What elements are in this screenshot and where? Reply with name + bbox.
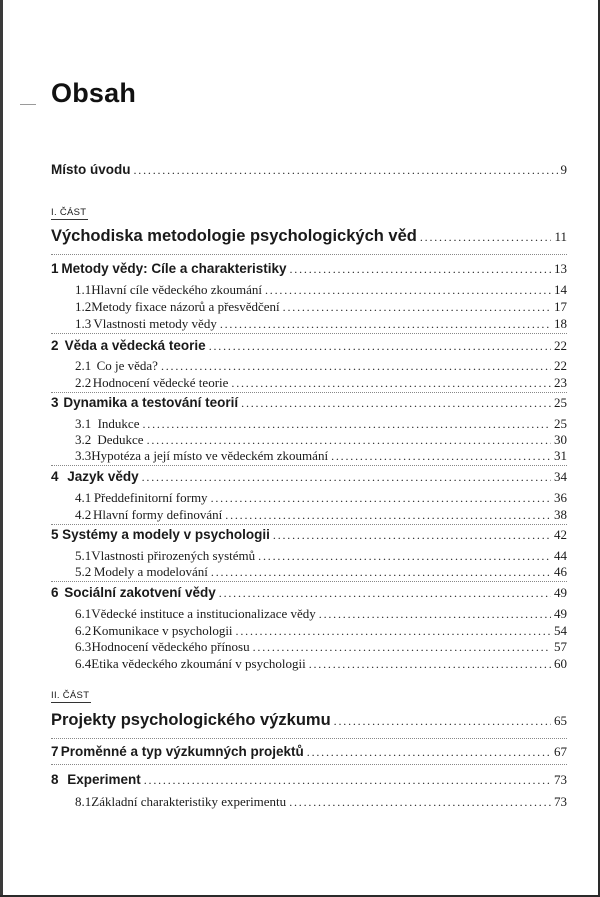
part-page: 11 xyxy=(554,229,567,244)
section-number: 8.1 xyxy=(75,794,92,809)
leader-dots xyxy=(231,376,551,391)
separator xyxy=(51,333,567,334)
section-page: 18 xyxy=(554,316,567,331)
leader-dots xyxy=(253,640,551,655)
chapter-number: 8 xyxy=(51,772,59,787)
leader-dots xyxy=(211,565,551,580)
section-page: 44 xyxy=(554,548,567,563)
toc-entry-page: 9 xyxy=(560,162,567,177)
section-number: 2.1 xyxy=(75,358,92,373)
toc-section[interactable] xyxy=(75,639,567,655)
section-title: Vědecké instituce a institucionalizace vědy xyxy=(91,606,316,621)
toc-entry-label: Místo úvodu xyxy=(51,162,131,177)
leader-dots xyxy=(147,433,551,448)
chapter-title: Proměnné a typ výzkumných projektů xyxy=(60,744,304,759)
section-title: Indukce xyxy=(97,416,140,431)
toc-chapter[interactable] xyxy=(51,395,567,411)
chapter-title: Sociální zakotvení vědy xyxy=(64,585,216,600)
part-label: I. ČÁST xyxy=(51,207,87,218)
scan-mark xyxy=(20,104,36,105)
toc-section[interactable] xyxy=(75,358,567,374)
section-number: 6.4 xyxy=(75,656,92,671)
section-number: 1.2 xyxy=(75,299,92,314)
leader-dots xyxy=(319,607,551,622)
part-label: II. ČÁST xyxy=(51,690,90,701)
section-number: 1.1 xyxy=(75,282,92,297)
chapter-number: 3 xyxy=(51,395,59,410)
page-title: Obsah xyxy=(51,78,137,108)
section-number: 5.2 xyxy=(75,564,92,579)
section-page: 36 xyxy=(554,490,567,505)
leader-dots xyxy=(142,417,551,432)
chapter-page: 22 xyxy=(554,338,567,353)
chapter-title: Metody vědy: Cíle a charakteristiky xyxy=(61,261,287,276)
chapter-number: 4 xyxy=(51,469,59,484)
toc-section[interactable] xyxy=(75,375,567,391)
leader-dots xyxy=(209,339,551,354)
section-number: 6.3 xyxy=(75,639,92,654)
leader-dots xyxy=(420,230,552,245)
separator xyxy=(51,254,567,255)
section-title: Co je věda? xyxy=(96,358,158,373)
leader-dots xyxy=(309,657,551,672)
leader-dots xyxy=(258,549,551,564)
toc-section[interactable] xyxy=(75,299,567,315)
chapter-page: 13 xyxy=(554,261,567,276)
section-number: 3.2 xyxy=(75,432,92,447)
chapter-title: Věda a vědecká teorie xyxy=(64,338,206,353)
toc-section[interactable] xyxy=(75,282,567,298)
toc-chapter[interactable] xyxy=(51,338,567,354)
chapter-title: Jazyk vědy xyxy=(67,469,139,484)
section-number: 6.1 xyxy=(75,606,92,621)
toc-section[interactable] xyxy=(75,490,567,506)
leader-dots xyxy=(241,396,551,411)
section-number: 6.2 xyxy=(75,623,92,638)
toc-chapter[interactable] xyxy=(51,261,567,277)
toc-section[interactable] xyxy=(75,606,567,622)
toc-part-title[interactable] xyxy=(51,711,567,730)
toc-entry-intro[interactable] xyxy=(51,162,567,178)
section-page: 30 xyxy=(554,432,567,447)
section-number: 5.1 xyxy=(75,548,92,563)
section-page: 49 xyxy=(554,606,567,621)
leader-dots xyxy=(283,300,551,315)
toc-section[interactable] xyxy=(75,564,567,580)
chapter-page: 42 xyxy=(554,527,567,542)
toc-section[interactable] xyxy=(75,416,567,432)
chapter-page: 34 xyxy=(554,469,567,484)
leader-dots xyxy=(265,283,551,298)
leader-dots xyxy=(331,449,551,464)
section-page: 14 xyxy=(554,282,567,297)
section-title: Hlavní cíle vědeckého zkoumání xyxy=(91,282,262,297)
section-number: 2.2 xyxy=(75,375,92,390)
toc-chapter[interactable] xyxy=(51,772,567,788)
leader-dots xyxy=(161,359,551,374)
section-title: Hlavní formy definování xyxy=(93,507,223,522)
toc-chapter[interactable] xyxy=(51,744,567,760)
section-title: Vlastnosti metody vědy xyxy=(93,316,217,331)
section-page: 46 xyxy=(554,564,567,579)
section-number: 3.1 xyxy=(75,416,92,431)
chapter-number: 1 xyxy=(51,261,59,276)
chapter-number: 5 xyxy=(51,527,59,542)
section-page: 73 xyxy=(554,794,567,809)
separator xyxy=(51,465,567,466)
section-title: Hodnocení vědecké teorie xyxy=(92,375,229,390)
section-title: Hodnocení vědeckého přínosu xyxy=(91,639,250,654)
leader-dots xyxy=(144,773,551,788)
chapter-number: 2 xyxy=(51,338,59,353)
part-page: 65 xyxy=(554,713,567,728)
section-title: Základní charakteristiky experimentu xyxy=(91,794,287,809)
separator xyxy=(51,581,567,582)
section-page: 25 xyxy=(554,416,567,431)
section-page: 22 xyxy=(554,358,567,373)
section-title: Předdefinitorní formy xyxy=(93,490,208,505)
part-title: Východiska metodologie psychologických věd xyxy=(51,227,417,245)
leader-dots xyxy=(219,586,551,601)
toc-chapter[interactable] xyxy=(51,527,567,543)
leader-dots xyxy=(220,317,551,332)
leader-dots xyxy=(307,745,551,760)
chapter-title: Systémy a modely v psychologii xyxy=(62,527,270,542)
leader-dots xyxy=(289,795,551,810)
section-page: 31 xyxy=(554,448,567,463)
toc-section[interactable] xyxy=(75,548,567,564)
chapter-page: 25 xyxy=(554,395,567,410)
section-title: Etika vědeckého zkoumání v psychologii xyxy=(91,656,306,671)
toc-part-title[interactable] xyxy=(51,227,567,246)
toc-section[interactable] xyxy=(75,623,567,639)
chapter-page: 67 xyxy=(553,744,567,759)
section-number: 3.3 xyxy=(75,448,92,463)
chapter-page: 49 xyxy=(554,585,567,600)
leader-dots xyxy=(290,262,552,277)
separator xyxy=(51,738,567,739)
chapter-number: 6 xyxy=(51,585,59,600)
toc-section[interactable] xyxy=(75,507,567,523)
section-number: 1.3 xyxy=(75,316,92,331)
leader-dots xyxy=(225,508,551,523)
separator xyxy=(51,524,567,525)
section-page: 54 xyxy=(554,623,567,638)
leader-dots xyxy=(236,624,551,639)
section-page: 23 xyxy=(554,375,567,390)
chapter-number: 7 xyxy=(51,744,59,759)
section-title: Hypotéza a její místo ve vědeckém zkoumání xyxy=(91,448,329,463)
page-left-edge xyxy=(0,0,3,897)
separator xyxy=(51,392,567,393)
section-title: Komunikace v psychologii xyxy=(92,623,233,638)
section-title: Dedukce xyxy=(97,432,144,447)
section-page: 60 xyxy=(554,656,567,671)
toc-chapter[interactable] xyxy=(51,585,567,601)
section-title: Modely a modelování xyxy=(93,564,208,579)
toc-section[interactable] xyxy=(75,316,567,332)
section-page: 57 xyxy=(554,639,567,654)
chapter-title: Experiment xyxy=(67,772,141,787)
separator xyxy=(51,764,567,765)
toc-section[interactable] xyxy=(75,448,567,464)
chapter-title: Dynamika a testování teorií xyxy=(63,395,239,410)
leader-dots xyxy=(334,714,551,729)
toc-section[interactable] xyxy=(75,432,567,448)
section-number: 4.2 xyxy=(75,507,92,522)
toc-section[interactable] xyxy=(75,656,567,672)
leader-dots xyxy=(134,163,558,178)
chapter-page: 73 xyxy=(554,772,567,787)
toc-section[interactable] xyxy=(75,794,567,810)
section-title: Vlastnosti přirozených systémů xyxy=(91,548,256,563)
section-title: Metody fixace názorů a přesvědčení xyxy=(91,299,280,314)
leader-dots xyxy=(142,470,551,485)
leader-dots xyxy=(273,528,551,543)
section-page: 38 xyxy=(554,507,567,522)
section-page: 17 xyxy=(554,299,567,314)
leader-dots xyxy=(211,491,551,506)
section-number: 4.1 xyxy=(75,490,92,505)
part-title: Projekty psychologického výzkumu xyxy=(51,711,331,729)
toc-chapter[interactable] xyxy=(51,469,567,485)
